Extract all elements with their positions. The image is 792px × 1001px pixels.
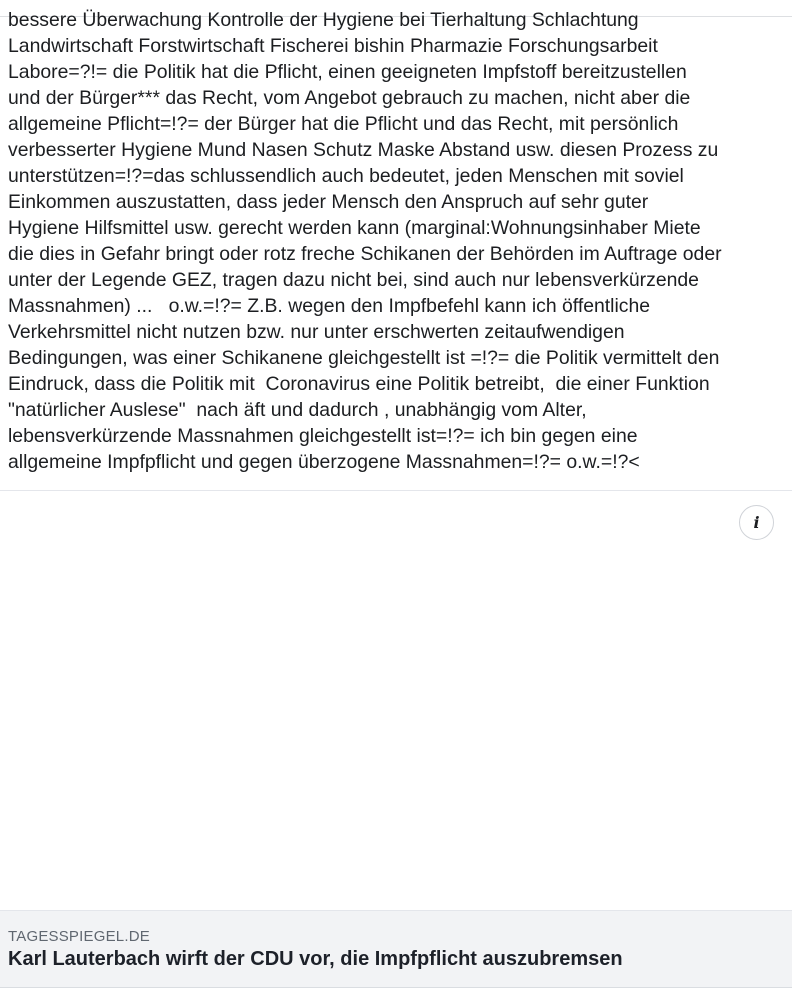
info-icon: i [753, 512, 760, 532]
bottom-spacer [0, 988, 792, 1001]
link-domain: TAGESSPIEGEL.DE [8, 928, 150, 945]
link-preview-card[interactable] [0, 910, 792, 988]
link-preview-image-area[interactable] [0, 491, 792, 910]
post-body-text: bessere Überwachung Kontrolle der Hygiene bei Tierhaltung Schlachtung Landwirtschaft Forstwirtschaft Fischerei bishin Pharmazie Forschungsarbeit Labore=?!= die Politik hat die Pflicht, einen geeigneten Impfstoff bereitzustellen und der Bürger*** das Recht, vom Angebot gebrauch zu machen, nicht aber die allgemeine Pflicht=!?= der Bürger hat die Pflicht und das Recht, mit persönlich verbesserter Hygiene Mund Nasen Schutz Maske Abstand usw. diesen Prozess zu unterstützen=!?=das schlussendlich auch bedeutet, jeden Menschen mit soviel Einkommen auszustatten, dass jeder Mensch den Anspruch auf sehr guter Hygiene Hilfsmittel usw. gerecht werden kann (marginal:Wohnungsinhaber Miete die dies in Gefahr bringt oder rotz freche Schikanen der Behörden im Auftrage oder unter der Legende GEZ, tragen dazu nicht bei, sind auch nur lebensverkürzende Massnahmen) ... o.w.=!?= Z.B. wegen den Impfbefehl kann ich öffentliche Verkehrsmittel nicht nutzen bzw. nur unter erschwerten zeitaufwendigen Bedingungen, was einer Schikanene gleichgestellt ist =!?= die Politik vermittelt den Eindruck, dass die Politik mit Coronavirus eine Politik betreibt, die einer Funktion "natürlicher Auslese" nach äft und dadurch , unabhängig vom Alter, lebensverkürzende Massnahmen gleichgestellt ist=!?= ich bin gegen eine allgemeine Impfpflicht und gegen überzogene Massnahmen=!?= o.w.=!?< [8, 9, 722, 473]
info-button[interactable] [739, 505, 774, 540]
link-title[interactable]: Karl Lauterbach wirft der CDU vor, die Impfpflicht auszubremsen [8, 948, 623, 970]
